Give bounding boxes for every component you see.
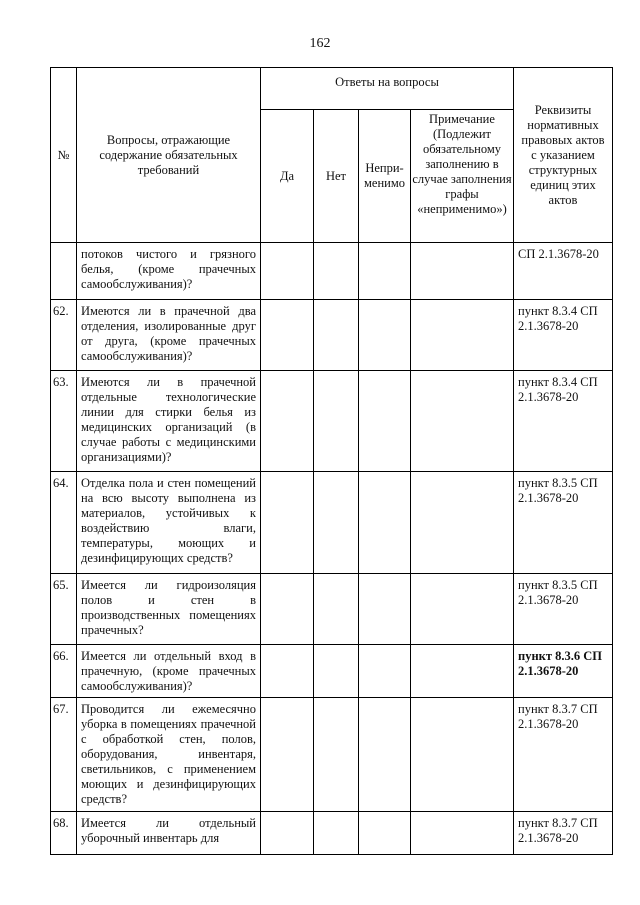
row-question: Проводится ли ежемесячно уборка в помещениях прачечной с обработкой стен, полов, оборудования, инвентаря, светильников, с применением моющих и дезинфицирующих средств? (77, 698, 261, 812)
row-question: потоков чистого и грязного белья, (кроме прачечных самообслуживания)? (77, 243, 261, 300)
table-row (51, 812, 613, 855)
row-number (51, 243, 77, 300)
answer-na-cell[interactable] (359, 243, 411, 300)
table-row (51, 472, 613, 574)
row-requisites: пункт 8.3.5 СП 2.1.3678-20 (514, 472, 613, 574)
answer-no-cell[interactable] (314, 645, 359, 698)
note-cell[interactable] (411, 812, 514, 855)
answer-no-cell[interactable] (314, 812, 359, 855)
answer-no-cell[interactable] (314, 472, 359, 574)
answer-na-cell[interactable] (359, 300, 411, 371)
row-number: 67. (51, 698, 77, 812)
answer-yes-cell[interactable] (261, 645, 314, 698)
header-yes: Да (261, 110, 314, 243)
checklist-table (50, 67, 613, 855)
answer-yes-cell[interactable] (261, 472, 314, 574)
answer-na-cell[interactable] (359, 698, 411, 812)
answer-na-cell[interactable] (359, 812, 411, 855)
note-cell[interactable] (411, 574, 514, 645)
answer-yes-cell[interactable] (261, 300, 314, 371)
table-row (51, 574, 613, 645)
row-number: 66. (51, 645, 77, 698)
table-row (51, 243, 613, 300)
header-question: Вопросы, отражающие содержание обязательных требований (77, 68, 261, 243)
row-question: Имеется ли отдельный вход в прачечную, (кроме прачечных самообслуживания)? (77, 645, 261, 698)
answer-na-cell[interactable] (359, 574, 411, 645)
row-number: 63. (51, 371, 77, 472)
note-cell[interactable] (411, 243, 514, 300)
answer-na-cell[interactable] (359, 472, 411, 574)
row-number: 68. (51, 812, 77, 855)
row-number: 64. (51, 472, 77, 574)
answer-yes-cell[interactable] (261, 574, 314, 645)
note-cell[interactable] (411, 472, 514, 574)
row-requisites: СП 2.1.3678-20 (514, 243, 613, 300)
table-row (51, 645, 613, 698)
table-row (51, 300, 613, 371)
answer-yes-cell[interactable] (261, 243, 314, 300)
row-requisites: пункт 8.3.6 СП 2.1.3678-20 (514, 645, 613, 698)
answer-yes-cell[interactable] (261, 371, 314, 472)
row-question: Отделка пола и стен помещений на всю высоту выполнена из материалов, устойчивых к воздействию влаги, температуры, моющих и дезинфицирующих средств? (77, 472, 261, 574)
row-requisites: пункт 8.3.4 СП 2.1.3678-20 (514, 371, 613, 472)
row-requisites: пункт 8.3.7 СП 2.1.3678-20 (514, 698, 613, 812)
note-cell[interactable] (411, 371, 514, 472)
row-requisites: пункт 8.3.5 СП 2.1.3678-20 (514, 574, 613, 645)
row-number: 62. (51, 300, 77, 371)
note-cell[interactable] (411, 300, 514, 371)
header-answers: Ответы на вопросы (261, 68, 514, 110)
row-question: Имеется ли отдельный уборочный инвентарь для (77, 812, 261, 855)
page-number: 162 (309, 36, 331, 51)
answer-no-cell[interactable] (314, 243, 359, 300)
header-requisites: Реквизиты нормативных правовых актов с указанием структурных единиц этих актов (514, 68, 613, 243)
header-num: № (51, 68, 77, 243)
header-note: Примечание (Подлежит обязательному заполнению в случае заполнения графы «неприменимо») (411, 110, 514, 243)
note-cell[interactable] (411, 698, 514, 812)
table-row (51, 371, 613, 472)
note-cell[interactable] (411, 645, 514, 698)
header-no: Нет (314, 110, 359, 243)
row-requisites: пункт 8.3.4 СП 2.1.3678-20 (514, 300, 613, 371)
answer-no-cell[interactable] (314, 300, 359, 371)
answer-no-cell[interactable] (314, 574, 359, 645)
table-row (51, 698, 613, 812)
answer-yes-cell[interactable] (261, 812, 314, 855)
header-not-applicable: Непри-менимо (359, 110, 411, 243)
answer-na-cell[interactable] (359, 371, 411, 472)
answer-no-cell[interactable] (314, 698, 359, 812)
answer-na-cell[interactable] (359, 645, 411, 698)
row-requisites: пункт 8.3.7 СП 2.1.3678-20 (514, 812, 613, 855)
answer-yes-cell[interactable] (261, 698, 314, 812)
row-number: 65. (51, 574, 77, 645)
row-question: Имеется ли гидроизоляция полов и стен в производственных помещениях прачечных? (77, 574, 261, 645)
row-question: Имеются ли в прачечной отдельные технологические линии для стирки белья из медицинских организаций (в случае работы с медицинскими организациями)? (77, 371, 261, 472)
answer-no-cell[interactable] (314, 371, 359, 472)
row-question: Имеются ли в прачечной два отделения, изолированные друг от друга, (кроме прачечных самообслуживания)? (77, 300, 261, 371)
